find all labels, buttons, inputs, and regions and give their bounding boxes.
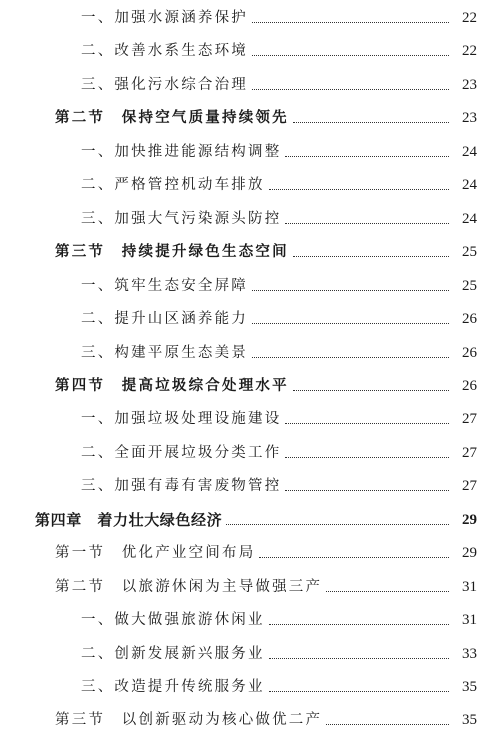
toc-page-number: 22	[462, 10, 477, 26]
toc-entry-item[interactable]	[0, 405, 501, 429]
toc-entry-title: 第一节 优化产业空间布局	[55, 545, 256, 562]
toc-entry-title: 第二节 保持空气质量持续领先	[55, 109, 289, 127]
toc-entry-title: 二、创新发展新兴服务业	[81, 645, 265, 662]
toc-entry-item[interactable]	[0, 205, 501, 229]
toc-entry-title: 三、改造提升传统服务业	[81, 679, 265, 695]
dot-leader	[252, 54, 449, 56]
dot-leader	[252, 21, 449, 23]
toc-entry-title: 第二节 以旅游休闲为主导做强三产	[55, 578, 323, 595]
toc-page-number: 35	[462, 679, 477, 695]
toc-entry-section[interactable]	[0, 104, 501, 128]
toc-entry-section2[interactable]	[0, 573, 501, 597]
toc-entry-item[interactable]	[0, 339, 501, 363]
toc-page-number: 26	[462, 377, 477, 394]
toc-entry-section[interactable]	[0, 372, 501, 396]
dot-leader	[293, 255, 449, 257]
toc-page-number: 29	[462, 545, 477, 562]
toc-entry-item[interactable]	[0, 138, 501, 162]
toc-page-number: 35	[462, 712, 477, 729]
dot-leader	[285, 422, 449, 424]
toc-page-number: 31	[462, 578, 477, 595]
toc-entry-title: 三、加强大气污染源头防控	[81, 210, 282, 227]
dot-leader	[269, 623, 449, 625]
dot-leader	[252, 88, 449, 90]
dot-leader	[269, 188, 449, 190]
toc-entry-item[interactable]	[0, 71, 501, 95]
dot-leader	[252, 322, 449, 324]
toc-page-number: 26	[462, 311, 477, 328]
toc-entry-item[interactable]	[0, 606, 501, 630]
toc-entry-title: 三、强化污水综合治理	[81, 76, 248, 93]
toc-entry-item[interactable]	[0, 4, 501, 28]
dot-leader	[269, 690, 449, 692]
toc-page-number: 26	[462, 344, 477, 361]
toc-entry-title: 一、加强水源涵养保护	[81, 10, 248, 26]
dot-leader	[269, 657, 449, 659]
toc-page-number: 24	[462, 210, 477, 227]
toc-page-number: 25	[462, 244, 477, 261]
dot-leader	[326, 723, 449, 725]
toc-entry-title: 第三节 以创新驱动为核心做优二产	[55, 712, 323, 729]
toc-entry-item[interactable]	[0, 439, 501, 463]
toc-entry-title: 一、加快推进能源结构调整	[81, 143, 282, 160]
toc-page-number: 22	[462, 43, 477, 60]
toc-page-number: 25	[462, 277, 477, 294]
toc-page-number: 23	[462, 110, 477, 127]
toc-entry-item[interactable]	[0, 640, 501, 664]
toc-entry-title: 二、提升山区涵养能力	[81, 311, 248, 328]
dot-leader	[285, 155, 449, 157]
toc-entry-title: 二、改善水系生态环境	[81, 43, 248, 60]
toc-page-number: 27	[462, 478, 477, 495]
toc-entry-chapter[interactable]	[0, 506, 501, 530]
toc-entry-item[interactable]	[0, 472, 501, 496]
toc-entry-title: 第四章 着力壮大绿色经济	[35, 510, 223, 529]
toc-entry-title: 第三节 持续提升绿色生态空间	[55, 243, 289, 261]
dot-leader	[226, 523, 449, 525]
toc-page-number: 33	[462, 645, 477, 662]
dot-leader	[326, 590, 449, 592]
toc-entry-title: 二、全面开展垃圾分类工作	[81, 444, 282, 461]
toc-page-number: 27	[462, 444, 477, 461]
toc-entry-item[interactable]	[0, 673, 501, 697]
toc-page-number: 29	[462, 511, 477, 528]
toc-entry-item[interactable]	[0, 37, 501, 61]
dot-leader	[293, 121, 449, 123]
toc-entry-section[interactable]	[0, 238, 501, 262]
toc-entry-item[interactable]	[0, 272, 501, 296]
toc-entry-section2[interactable]	[0, 706, 501, 730]
toc-entry-item[interactable]	[0, 171, 501, 195]
toc-entry-title: 三、构建平原生态美景	[81, 344, 248, 361]
toc-page-number: 27	[462, 411, 477, 428]
toc-page-number: 31	[462, 612, 477, 629]
dot-leader	[259, 556, 449, 558]
dot-leader	[285, 489, 449, 491]
dot-leader	[293, 389, 449, 391]
toc-entry-title: 一、筑牢生态安全屏障	[81, 277, 248, 294]
toc-entry-title: 一、做大做强旅游休闲业	[81, 612, 265, 629]
toc-entry-title: 第四节 提高垃圾综合处理水平	[55, 376, 289, 394]
toc-entry-title: 二、严格管控机动车排放	[81, 177, 265, 194]
toc-entry-title: 一、加强垃圾处理设施建设	[81, 411, 282, 428]
dot-leader	[252, 289, 449, 291]
toc-entry-item[interactable]	[0, 305, 501, 329]
toc-page-number: 24	[462, 143, 477, 160]
toc-page-number: 23	[462, 76, 477, 93]
toc-entry-section2[interactable]	[0, 539, 501, 563]
dot-leader	[285, 456, 449, 458]
toc-entry-title: 三、加强有毒有害废物管控	[81, 478, 282, 495]
dot-leader	[285, 222, 449, 224]
toc-page-number: 24	[462, 177, 477, 194]
dot-leader	[252, 356, 449, 358]
